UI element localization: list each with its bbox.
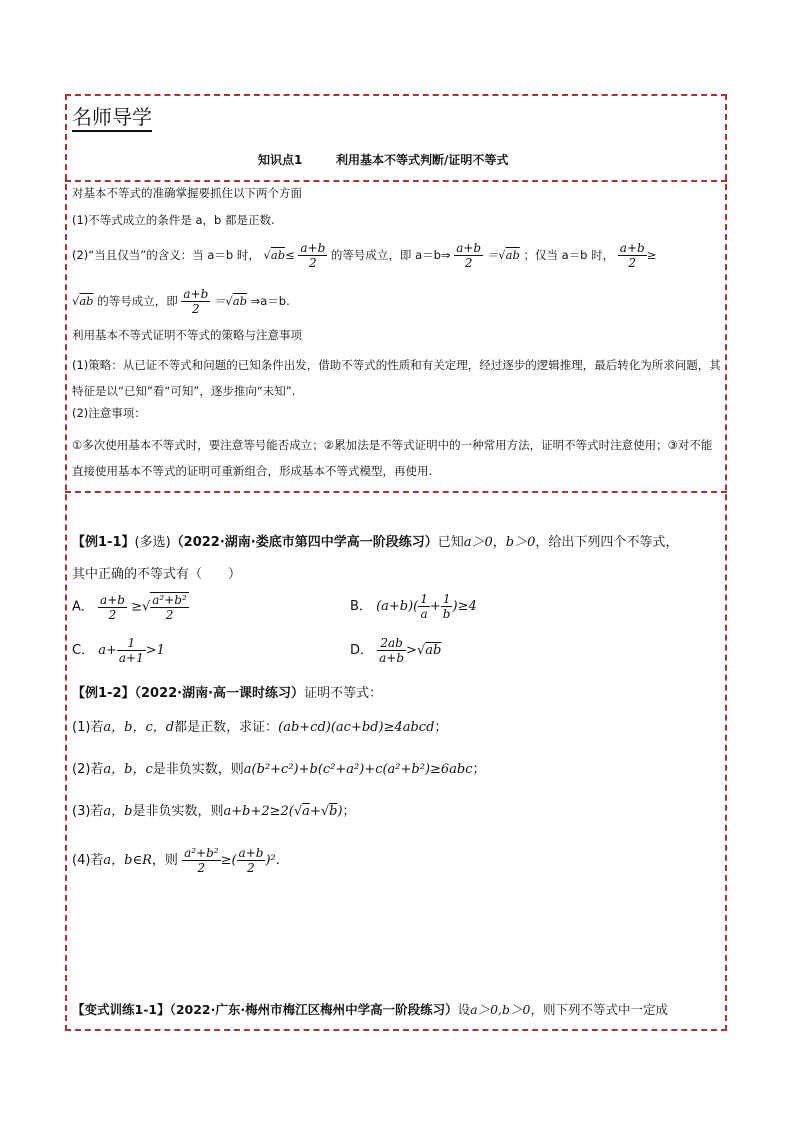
variant-source: （2022·广东·梅州市梅江区梅州中学高一阶段练习）	[169, 1002, 458, 1017]
notes-p2-line2: √ab 的等号成立，即 $\frac{a+b}{2}$ ＝√ab ⇒a＝b.	[72, 287, 290, 316]
example2-source: （2022·湖南·高一课时练习）	[134, 686, 305, 701]
variant-stem-a: 设	[457, 1002, 471, 1017]
q4-a: (4)若	[72, 853, 104, 868]
variant-stem: 【变式训练1-1】（2022·广东·梅州市梅江区梅州中学高一阶段练习）设a＞0,b＞0，则下列不等式中一定成	[72, 1002, 669, 1017]
example1-option-d[interactable]: D． $\frac{2ab}{a+b}$ >√ab	[350, 636, 442, 665]
q4-b: ，则	[151, 853, 178, 868]
example1-source: （2022·湖南·娄底市第四中学高一阶段练习）	[170, 535, 438, 550]
example2-stem	[72, 682, 722, 701]
example2-q3: (3)若a，b是非负实数，则a+b+2≥2(√a+√b)；	[72, 804, 356, 819]
knowledge-point-label: 知识点1	[258, 153, 303, 167]
example1-stem-b: ，给出下列四个不等式，	[535, 535, 679, 550]
notes-p2-d: 的等号成立，即	[97, 294, 178, 308]
strategy-1: (1)策略：从已证不等式和问题的已知条件出发，借助不等式的性质和有关定理，经过逐步的逻辑推理，最后转化为所求问题，其特征是以“已知”看“可知”，逐步推向“未知”.	[72, 358, 721, 398]
notes-p2-b: 的等号成立，即 a＝b⇒	[330, 248, 451, 262]
notes-p1: (1)不等式成立的条件是 a，b 都是正数.	[72, 213, 275, 227]
option-d-label: D．	[350, 643, 374, 658]
knowledge-point-title: 利用基本不等式判断/证明不等式	[336, 153, 509, 167]
strategy-heading: 利用基本不等式证明不等式的策略与注意事项	[72, 328, 302, 342]
option-a-label: A．	[72, 599, 94, 615]
example1-stem: 【例1-1】(多选)（2022·湖南·娄底市第四中学高一阶段练习）已知a＞0，b＞0，给出下列四个不等式，	[72, 535, 679, 550]
variant-label: 【变式训练1-1】	[72, 1002, 170, 1017]
strategy-3: ①多次使用基本不等式时，要注意等号能否成立；②累加法是不等式证明中的一种常用方法，证明不等式时注意使用；③对不能直接使用基本不等式的证明可重新组合，形成基本不等式模型，再使用.	[72, 438, 713, 478]
example1-tag: (多选)	[134, 535, 171, 550]
q1-b: 都是正数，求证：	[174, 720, 279, 735]
example1-stem-c: 其中正确的不等式有（ ）	[72, 567, 242, 582]
example1-option-c[interactable]: C． a+ $\frac{1}{a+1}$ >1	[72, 636, 165, 665]
example2-q1: (1)若a，b，c，d都是正数，求证：(ab+cd)(ac+bd)≥4abcd；	[72, 720, 448, 735]
notes-p2-c: ；仅当 a＝b 时，	[523, 248, 615, 262]
example2-q2: (2)若a，b，c是非负实数，则a(b²+c²)+b(c²+a²)+c(a²+b²)≥6abc；	[72, 762, 486, 777]
example1-option-a[interactable]: A． $\frac{a+b}{2}$ ≥√ $\frac{\text{a²+b²}}{2}$	[72, 592, 187, 622]
example1-stem-a: 已知	[437, 535, 464, 550]
q3-b: 是非负实数，则	[132, 804, 224, 819]
notes-p2-a: (2)“当且仅当”的含义：当 a＝b 时，	[72, 248, 260, 262]
strategy-2: (2)注意事项：	[72, 406, 146, 420]
q3-a: (3)若	[72, 804, 104, 819]
example1-label: 【例1-1】	[72, 535, 135, 550]
variant-stem-b: ，则下列不等式中一定成	[530, 1002, 669, 1017]
section-title: 名师导学	[72, 104, 152, 132]
q1-a: (1)若	[72, 720, 104, 735]
notes-intro: 对基本不等式的准确掌握要抓住以下两个方面	[72, 186, 302, 200]
notes-p2-line1: (2)“当且仅当”的含义：当 a＝b 时， √ab≤ $\frac{a+b}{2}$ 的等号成立，即 a＝b⇒ $\frac{a+b}{2}$ ＝√ab ；仅当 a＝b 时， $\frac{a+b}{2}$ ≥	[72, 241, 657, 270]
example1-option-b[interactable]: B． (a+b)( $\frac{1}{a}$ + $\frac{1}{b}$ )≥4	[350, 592, 477, 621]
q2-b: 是非负实数，则	[152, 762, 244, 777]
example2-q4: (4)若a，b∈R，则 $\frac{\text{a²+b²}}{2}$ ≥( $\frac{a+b}{2}$ )².	[72, 846, 280, 875]
notes-p2-e: ⇒a＝b.	[250, 294, 290, 308]
q2-a: (2)若	[72, 762, 104, 777]
option-c-label: C．	[72, 643, 95, 658]
example2-label: 【例1-2】	[72, 686, 135, 701]
example2-stem-text: 证明不等式：	[304, 686, 383, 701]
option-b-label: B．	[350, 599, 372, 614]
